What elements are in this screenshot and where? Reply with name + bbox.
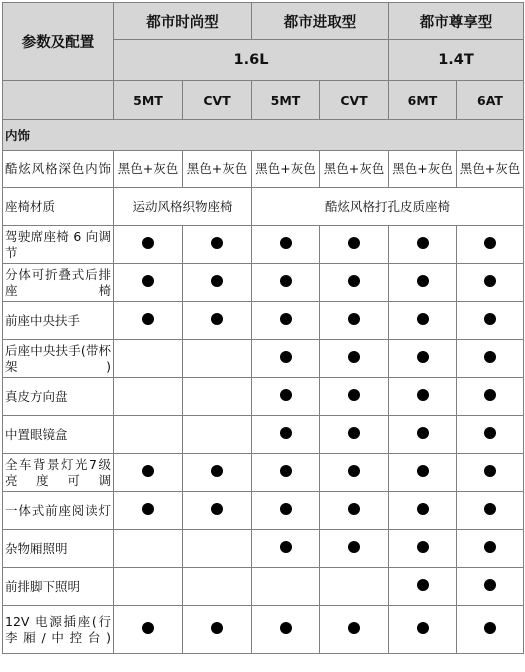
standard-dot-icon: [280, 351, 292, 363]
feature-label: 中置眼镜盒: [3, 416, 114, 454]
standard-dot-icon: [211, 313, 223, 325]
transmission-header: CVT: [183, 81, 252, 120]
table-row: [3, 568, 524, 606]
feature-cell: [183, 378, 252, 416]
feature-cell: [114, 340, 183, 378]
feature-cell: [114, 530, 183, 568]
feature-cell: [252, 454, 320, 492]
color-cell: 黑色+灰色: [457, 151, 524, 188]
feature-cell: [389, 606, 457, 654]
feature-cell: [389, 492, 457, 530]
standard-dot-icon: [417, 389, 429, 401]
standard-dot-icon: [280, 465, 292, 477]
feature-cell: [183, 530, 252, 568]
standard-dot-icon: [417, 622, 429, 634]
feature-cell: [457, 454, 524, 492]
feature-cell: [252, 606, 320, 654]
feature-cell: [114, 492, 183, 530]
feature-cell: [457, 530, 524, 568]
standard-dot-icon: [417, 541, 429, 553]
feature-cell: [320, 264, 389, 302]
standard-dot-icon: [348, 622, 360, 634]
standard-dot-icon: [280, 389, 292, 401]
feature-cell: [320, 340, 389, 378]
feature-label: 座椅材质: [3, 188, 114, 226]
feature-cell: [183, 226, 252, 264]
feature-label: 12V 电源插座(行李厢/中控台): [3, 606, 114, 654]
feature-cell: [114, 264, 183, 302]
table-row: [3, 340, 524, 378]
standard-dot-icon: [211, 503, 223, 515]
standard-dot-icon: [142, 503, 154, 515]
feature-cell: [252, 340, 320, 378]
transmission-header: 6MT: [389, 81, 457, 120]
feature-cell: [389, 226, 457, 264]
standard-dot-icon: [484, 275, 496, 287]
color-cell: 黑色+灰色: [114, 151, 183, 188]
standard-dot-icon: [484, 541, 496, 553]
engine-header-1-4t: 1.4T: [389, 40, 524, 81]
standard-dot-icon: [484, 351, 496, 363]
feature-cell: [457, 226, 524, 264]
header-empty-cell: [3, 81, 114, 120]
standard-dot-icon: [348, 275, 360, 287]
transmission-header: 6AT: [457, 81, 524, 120]
param-config-header: 参数及配置: [3, 3, 114, 81]
feature-cell: [389, 264, 457, 302]
standard-dot-icon: [417, 465, 429, 477]
standard-dot-icon: [280, 427, 292, 439]
color-cell: 黑色+灰色: [320, 151, 389, 188]
standard-dot-icon: [280, 622, 292, 634]
table-row: [3, 378, 524, 416]
feature-cell: [183, 492, 252, 530]
section-interior-heading: 内饰: [3, 120, 524, 151]
feature-label: 真皮方向盘: [3, 378, 114, 416]
standard-dot-icon: [348, 313, 360, 325]
feature-cell: [320, 226, 389, 264]
feature-cell: [183, 302, 252, 340]
table-row: [3, 302, 524, 340]
standard-dot-icon: [417, 427, 429, 439]
feature-cell: [252, 416, 320, 454]
feature-cell: [320, 302, 389, 340]
feature-label: 前排脚下照明: [3, 568, 114, 606]
feature-cell: [320, 530, 389, 568]
standard-dot-icon: [417, 503, 429, 515]
table-row: [3, 151, 524, 188]
feature-label: 分体可折叠式后排座椅: [3, 264, 114, 302]
feature-cell: [252, 568, 320, 606]
color-cell: 黑色+灰色: [389, 151, 457, 188]
feature-cell: [389, 530, 457, 568]
feature-cell: [320, 454, 389, 492]
transmission-header: 5MT: [252, 81, 320, 120]
standard-dot-icon: [417, 237, 429, 249]
feature-cell: [252, 264, 320, 302]
standard-dot-icon: [484, 622, 496, 634]
color-cell: 黑色+灰色: [183, 151, 252, 188]
material-fabric-cell: 运动风格织物座椅: [114, 188, 252, 226]
standard-dot-icon: [484, 313, 496, 325]
feature-cell: [320, 492, 389, 530]
feature-cell: [183, 264, 252, 302]
standard-dot-icon: [280, 313, 292, 325]
standard-dot-icon: [484, 427, 496, 439]
standard-dot-icon: [211, 237, 223, 249]
standard-dot-icon: [211, 275, 223, 287]
spec-table: [2, 2, 524, 654]
feature-cell: [252, 226, 320, 264]
feature-label: 杂物厢照明: [3, 530, 114, 568]
feature-cell: [114, 302, 183, 340]
table-row: [3, 226, 524, 264]
feature-cell: [114, 568, 183, 606]
standard-dot-icon: [484, 579, 496, 591]
feature-cell: [457, 340, 524, 378]
standard-dot-icon: [142, 237, 154, 249]
feature-cell: [252, 302, 320, 340]
feature-cell: [457, 568, 524, 606]
feature-label: 酷炫风格深色内饰: [3, 151, 114, 188]
feature-label: 后座中央扶手(带杯架): [3, 340, 114, 378]
feature-cell: [183, 340, 252, 378]
feature-cell: [389, 302, 457, 340]
feature-cell: [183, 606, 252, 654]
feature-cell: [457, 264, 524, 302]
table-row: [3, 606, 524, 654]
standard-dot-icon: [142, 313, 154, 325]
standard-dot-icon: [280, 541, 292, 553]
standard-dot-icon: [348, 541, 360, 553]
material-leather-cell: 酷炫风格打孔皮质座椅: [252, 188, 524, 226]
feature-cell: [457, 378, 524, 416]
standard-dot-icon: [417, 313, 429, 325]
standard-dot-icon: [348, 465, 360, 477]
feature-cell: [114, 454, 183, 492]
standard-dot-icon: [348, 427, 360, 439]
standard-dot-icon: [211, 622, 223, 634]
transmission-header: 5MT: [114, 81, 183, 120]
standard-dot-icon: [484, 237, 496, 249]
feature-cell: [252, 530, 320, 568]
engine-header-1-6l: 1.6L: [114, 40, 389, 81]
feature-cell: [389, 340, 457, 378]
feature-cell: [457, 606, 524, 654]
feature-cell: [114, 606, 183, 654]
series-header-premium: 都市尊享型: [389, 3, 524, 40]
feature-cell: [457, 492, 524, 530]
feature-cell: [389, 378, 457, 416]
series-header-progress: 都市进取型: [252, 3, 389, 40]
series-header-fashion: 都市时尚型: [114, 3, 252, 40]
standard-dot-icon: [211, 465, 223, 477]
feature-cell: [114, 416, 183, 454]
standard-dot-icon: [348, 351, 360, 363]
feature-cell: [457, 416, 524, 454]
feature-cell: [320, 568, 389, 606]
standard-dot-icon: [417, 275, 429, 287]
standard-dot-icon: [348, 237, 360, 249]
table-row: [3, 264, 524, 302]
standard-dot-icon: [142, 622, 154, 634]
feature-label: 一体式前座阅读灯: [3, 492, 114, 530]
table-row: [3, 416, 524, 454]
standard-dot-icon: [142, 275, 154, 287]
feature-cell: [183, 568, 252, 606]
color-cell: 黑色+灰色: [252, 151, 320, 188]
feature-cell: [183, 454, 252, 492]
standard-dot-icon: [280, 237, 292, 249]
feature-cell: [114, 378, 183, 416]
standard-dot-icon: [484, 389, 496, 401]
feature-cell: [389, 416, 457, 454]
feature-cell: [389, 454, 457, 492]
table-row: [3, 188, 524, 226]
feature-cell: [320, 378, 389, 416]
standard-dot-icon: [280, 503, 292, 515]
feature-cell: [183, 416, 252, 454]
feature-cell: [320, 416, 389, 454]
standard-dot-icon: [484, 503, 496, 515]
feature-cell: [457, 302, 524, 340]
transmission-header: CVT: [320, 81, 389, 120]
feature-label: 前座中央扶手: [3, 302, 114, 340]
feature-cell: [252, 492, 320, 530]
feature-label: 驾驶席座椅 6 向调节: [3, 226, 114, 264]
standard-dot-icon: [417, 351, 429, 363]
table-row: [3, 530, 524, 568]
standard-dot-icon: [142, 465, 154, 477]
standard-dot-icon: [280, 275, 292, 287]
feature-cell: [114, 226, 183, 264]
feature-cell: [389, 568, 457, 606]
feature-cell: [320, 606, 389, 654]
feature-cell: [252, 378, 320, 416]
standard-dot-icon: [484, 465, 496, 477]
standard-dot-icon: [417, 579, 429, 591]
standard-dot-icon: [348, 503, 360, 515]
table-row: [3, 454, 524, 492]
standard-dot-icon: [348, 389, 360, 401]
table-row: [3, 492, 524, 530]
feature-label: 全车背景灯光7级亮度可调: [3, 454, 114, 492]
